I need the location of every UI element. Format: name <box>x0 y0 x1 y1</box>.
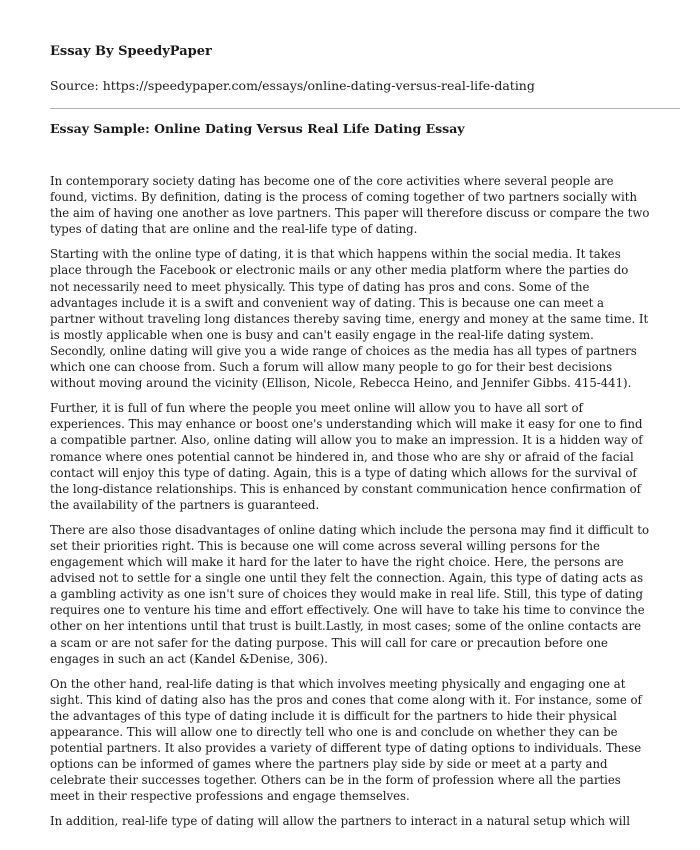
essay-paragraph-6: In addition, real-life type of dating will allow the partners to interact in a natural setup which will <box>50 814 630 829</box>
document-header-title: Essay By SpeedyPaper <box>50 44 212 59</box>
header-divider <box>50 108 680 109</box>
essay-paragraph-2: Starting with the online type of dating, it is that which happens within the social media. It takes place through the Facebook or electronic mails or any other media platform where the parties do not necessarily need to meet physically. This type of dating has pros and cons. Some of the advantages include it is a swift and convenient way of dating. This is because one can meet a partner without traveling long distances thereby saving time, energy and money at the same time. It is mostly applicable when one is busy and can't easily engage in the real-life dating system. Secondly, online dating will give you a wide range of choices as the media has all types of partners which one can choose from. Such a forum will allow many people to go for their best decisions without moving around the vicinity (Ellison, Nicole, Rebecca Heino, and Jennifer Gibbs. 415-441). <box>50 247 649 391</box>
source-label: Source: <box>50 78 103 93</box>
essay-paragraph-5: On the other hand, real-life dating is that which involves meeting physically and engaging one at sight. This kind of dating also has the pros and cones that come along with it. For instance, some of the advantages of this type of dating include it is difficult for the partners to hide their physical appearance. This will allow one to directly tell who one is and conclude on whether they can be potential partners. It also provides a variety of different type of dating options to individuals. These options can be informed of games where the partners play side by side or meet at a party and celebrate their successes together. Others can be in the form of profession where all the parties meet in their respective professions and engage themselves. <box>50 676 642 804</box>
essay-paragraph-1: In contemporary society dating has become one of the core activities where several people are found, victims. By definition, dating is the process of coming together of two partners socially with the aim of having one another as love partners. This paper will therefore discuss or compare the two types of dating that are online and the real-life type of dating. <box>50 174 650 237</box>
essay-paragraph-4: There are also those disadvantages of online dating which include the persona may find it difficult to set their priorities right. This is because one will come across several willing persons for the engagement which will make it hard for the later to have the right choice. Here, the persons are advised not to settle for a single one until they felt the connection. Again, this type of dating acts as a gambling activity as one isn't sure of choices they would make in real life. Still, this type of dating requires one to venture his time and effort effectively. One will have to take his time to convince the other on her intentions until that trust is built.Lastly, in most cases; some of the online contacts are a scam or are not safer for the dating purpose. This will call for care or precaution before one engages in such an act (Kandel &Denise, 306). <box>50 522 650 666</box>
source-line <box>50 78 640 94</box>
source-url: https://speedypaper.com/essays/online-dating-versus-real-life-dating <box>102 78 535 93</box>
essay-title: Essay Sample: Online Dating Versus Real Life Dating Essay <box>50 121 465 136</box>
essay-paragraph-3: Further, it is full of fun where the people you meet online will allow you to have all sort of experiences. This may enhance or boost one's understanding which will make it easy for one to find a compatible partner. Also, online dating will allow you to make an impression. It is a hidden way of romance where ones potential cannot be hindered in, and those who are shy or afraid of the facial contact will enjoy this type of dating. Again, this is a type of dating which allows for the survival of the long-distance relationships. This is enhanced by constant communication hence confirmation of the availability of the partners is guaranteed. <box>50 401 643 512</box>
